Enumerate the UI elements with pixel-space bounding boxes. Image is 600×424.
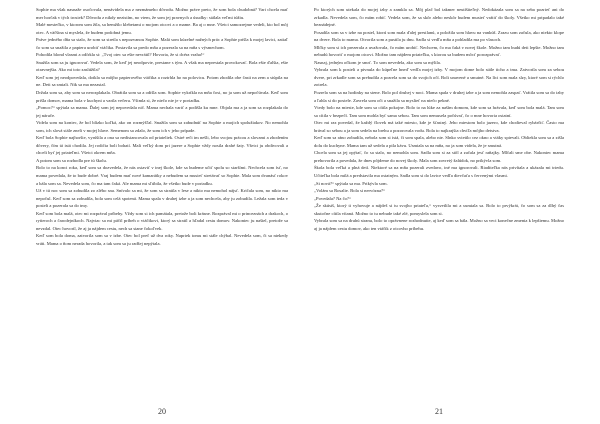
paragraph: „Si nová?“ spýtala sa ma. Prikývla som.	[314, 180, 388, 186]
page-number: 21	[435, 407, 443, 416]
left-page-text	[36, 6, 288, 404]
right-page-text	[314, 6, 564, 404]
paragraph: Škola bola veľká a plná detí. Niektoré sa na mňa pozerali zvedavo, iné ma ignorovali. Riaditeľka nás privítala a ukázala mi triedu. Učiteľka bola milá a predstavila ma ostatným. Sadla som si do lavice vedľa dievčaťa s červenými vlasmi.	[314, 165, 564, 179]
paragraph: Sophie ma však nasnaže osočovala, nenávidela ma z nezmámeho dôvodu. Možno práve preto, že som bola chudobná? Vari chcela mať mer horčak v tých trosiek? Dôvodu z nikdy nezistím, no viem, že som jej pravnych a úsudky: stálala veľmi túžiu.	[36, 7, 288, 20]
paragraph: Keď som bola malá, otec mi rozprával príbehy. Vždy som si ich pamätala, pretože boli krásne. Rozprával mi o princeznách a drakoch, o rytieroch a čarodejníkoch. Najviac sa mi páčil príbeh o vtáčikovi, ktorý sa stratil a hľadal cestu domov. Nakoniec ju našiel, pretože sa nevzdal. Otec hovoril, že aj ja nájdem cestu, nech sa stane čokoľvek.	[36, 210, 288, 231]
paragraph: Keď bola Sophie najhoršie, vyrúšila a ona sa nedistancovala od priateliek. Ostré reči im nešli, lebo svojou prácou a slovami a zhodením dôvery, čím tá istá chodila. Jej rodičia boli bohatí. Mali veľký dom pri jazere a Sophie vždy nosila drahé šaty. Všetci ju obdivovali a chceli byť jej priateľmi. Všetci okrem mňa.	[36, 135, 288, 156]
paragraph: „Pomoc?“ spýtala sa mama. Ďalej som jej nepovedala nič. Mama nechala variť a podišla ku mne. Objala ma a ja som sa rozplakala do jej náruče.	[36, 105, 288, 118]
paragraph: Videla som na koniec, že bol blízko koľká, ako on rozmýšľal. Snažila som sa zabudnúť na Sophie a mojich spolužiakov. No nemohla som, ich slová stále zneli v mojej hlave. Semenom sa zdalo, že som ich v jeho prípade.	[36, 120, 288, 133]
paragraph: Keď som bola doma, zatvorila som sa v izbe. Otec bol preč už dva roky. Napriek tomu mi stále chýbal. Nevedela som, či sa niekedy vráti. Mama o ňom nerada hovorila, a tak som sa ju radšej nepýtala.	[36, 233, 288, 246]
paragraph: Otec mi raz povedal, že každý človek má také miesto, kde je šťastný. Jeho miestom bolo jazero, kde chodieval rybárčiť. Často ma brával so sebou a ja som sedela na brehu a pozorovala vodu. Bola to najkrajšia chvíľa môjho detstva.	[314, 120, 564, 133]
paragraph: Vybrala som sa na druhú stranu, bolo to oprávnene rozhodnutie, aj keď som sa bála. Možno sa veci konečne zmenia k lepšiemu. Možno aj ja nájdem cestu domov, ako ten vtáčik z otcovho príbehu.	[314, 218, 564, 231]
paragraph: Pohodila blond vlasmi a odfrkla si: „Tvoj otec sa ešte nevrátil? Hovoria, že si dcéra vraha!“	[36, 52, 205, 58]
paragraph: Malé mestečko, v ktorom som žila, sa hemžilo klebetami o mojom otcovi a o mame. Ba aj o mne. Všetci samozrejme vedeli, kto bol môj otec. A väčšina si myslela, že budem podobná jemu.	[36, 22, 288, 35]
paragraph: Držala som sa, aby som sa nerozplakala. Obrátila som sa a odišla som. Sophie vykríkla na mňa čosi, no ja som už nepočúvala. Keď som prišla domov, mama bola v kuchyni a varila večeru. Všimla si, že niečo nie je v poriadku.	[36, 90, 288, 103]
paragraph: Nasnaj, jedným očkom je smrť. To som nevedela, ako som sa mýlila.	[314, 59, 441, 65]
paragraph: Vybrala som k posteli a pivnula do kúpeľne hneď vedľa mojej izby. V mojom dome bolo stále ticho a tma. Zatvorila som za sebou dvere, pri zrkadle som sa prebudila a pozrela som sa do svojich očí. Boli unavené a smutné. Na líci som mala slzy, ktoré som si rýchlo zotrela.	[314, 67, 564, 88]
paragraph: Už v tú noc som sa zobudila zo zlého sna. Snívalo sa mi, že som sa stratila v lese a nikto ma nemohol nájsť. Kričala som, no nikto ma nepočul. Keď som sa zobudila, bola som celá spotená. Mama spala v druhej izbe a ja som nechcela, aby ju zobudila. Ležala som teda v posteli a pozerala sa do tmy.	[36, 188, 288, 209]
paragraph: Chcela som sa jej opýtať, čo sa stalo, no nemohla som. Sadla som si za stôl a začala jesť raňajky. Mlčali sme obe. Nakoniec mama prehovorila a povedala, že dnes pôjdeme do novej školy. Mala som zovretý žalúdok, no prikývla som.	[314, 150, 564, 163]
paragraph: Po ktorých som utekala do mojej izby a zamkla sa. Môj plač bol takmer neutíšiteľný. Nedokázala som sa na seba pozrieť ani do zrkadla. Nevedela som, čo mám robiť. Vedela som, že sa skôr alebo neskôr budem musieť vrátiť do školy. Všetko mi pripadalo také beznádejné.	[314, 7, 564, 28]
paragraph: „Povedala? Na čo?“	[314, 195, 351, 201]
page-number: 20	[158, 407, 166, 416]
paragraph: Vtedy bolo na mieste, kde som sa cítila pokojne. Bolo to na lúke za naším domom, kde som sa hrávala, keď som bola malá. Tam som sa cítila v bezpečí. Tam som mohla byť sama sebou. Tam som nemusela počúvať, čo o mne hovoria ostatní.	[314, 105, 564, 118]
paragraph: „Že skúsiš, ktorý ti vyhovuje a nájdeš si tu svojho priateľa,“ vysvetlila mi a usmiala sa. Bolo to prvýkrát, čo som sa za dlhý čas skutočne cítila vítaná. Možno to tu nebude také zlé, pomyslela som si.	[314, 203, 564, 216]
paragraph: A potom som sa rozhodla pre tú školu.	[36, 157, 107, 163]
paragraph: Snažila som sa ju ignorovať. Vedela som, že keď jej neodpovie, prestane s tým. A však ma neprestala provokovať. Bola ešte ďalšia, ešte otravnejšia. Ako mi toto zaslúžila?	[36, 59, 288, 73]
paragraph: Práve jedného dňa sa stalo, že som sa stretla s nepozvanou Sophie. Malá som kúzelné nažných prác a Sophie prišla k mojej lavici, zatiaľ čo som sa snažila z papiera urobiť vtáčika. Postavila sa predo mňa a pozerala sa na mňa s výsmechom.	[36, 37, 288, 50]
paragraph: „Volám sa Rosalie. Bola si nervózna?“	[314, 188, 386, 194]
paragraph: Keď som sa ráno zobudila, nebola som si istá, či som spala, alebo nie. Slnko svietilo cez okno a vtáky spievali. Obliekla som sa a zišla dolu do kuchyne. Mama tam už sedela a pila kávu. Usmiala sa na mňa, no ja som videla, že je smutná.	[314, 135, 564, 148]
paragraph: Mlčky som si ich prezerala a uvažovala, čo mám urobiť. Nechcem, čo ma čaká v novej škole. Možno tam budú deti lepšie. Možno tam nebudú hovoriť o mojom otcovi. Možno tam nájdem priateľku, s ktorou sa budem môcť porozprávať.	[314, 44, 564, 58]
paragraph: Posadila som sa v izbe na postel, ktorú som mala ďalej prestlanú, a položila som hlavu na vankúš. Zrazu som začula, ako niekto klope na dvere. Bola to mama. Otvorila som a pustila ju dnu. Sadla si vedľa mňa a pohladila ma po vlasoch.	[314, 29, 564, 43]
paragraph: Pozrela som sa na hodinky na stene. Bolo pol druhej v noci. Mama spala v druhej izbe a ja som nemohla zaspať. Vrátila som sa do izby a ľahla si do postele. Zavrela som oči a snažila sa myslieť na niečo pekné.	[314, 90, 564, 103]
paragraph: Bolo to na konci roka, keď som sa dozvedela, že nás ostaviť v inej škole, kde sa budeme učiť spolu so staršími. Nechcela som ísť, no mama povedala, že to bude dobré. Vraj budem mať nové kamarátky a nebudem sa musieť stretávať so Sophie. Mala som dvanásť rokov a bála som sa. Nevedela som, čo ma tam čaká. Ale mama mi sľúbila, že všetko bude v poriadku.	[36, 165, 288, 186]
right-page	[300, 0, 600, 424]
paragraph: Keď som jej neodpovedala, dotkla sa môjho papierového vtáčika a roztrhla ho na polovicu. Potom zhodila obe časti na zem a stúpila na ne. Deti sa smiali. Nik sa ma nezastal.	[36, 74, 288, 88]
